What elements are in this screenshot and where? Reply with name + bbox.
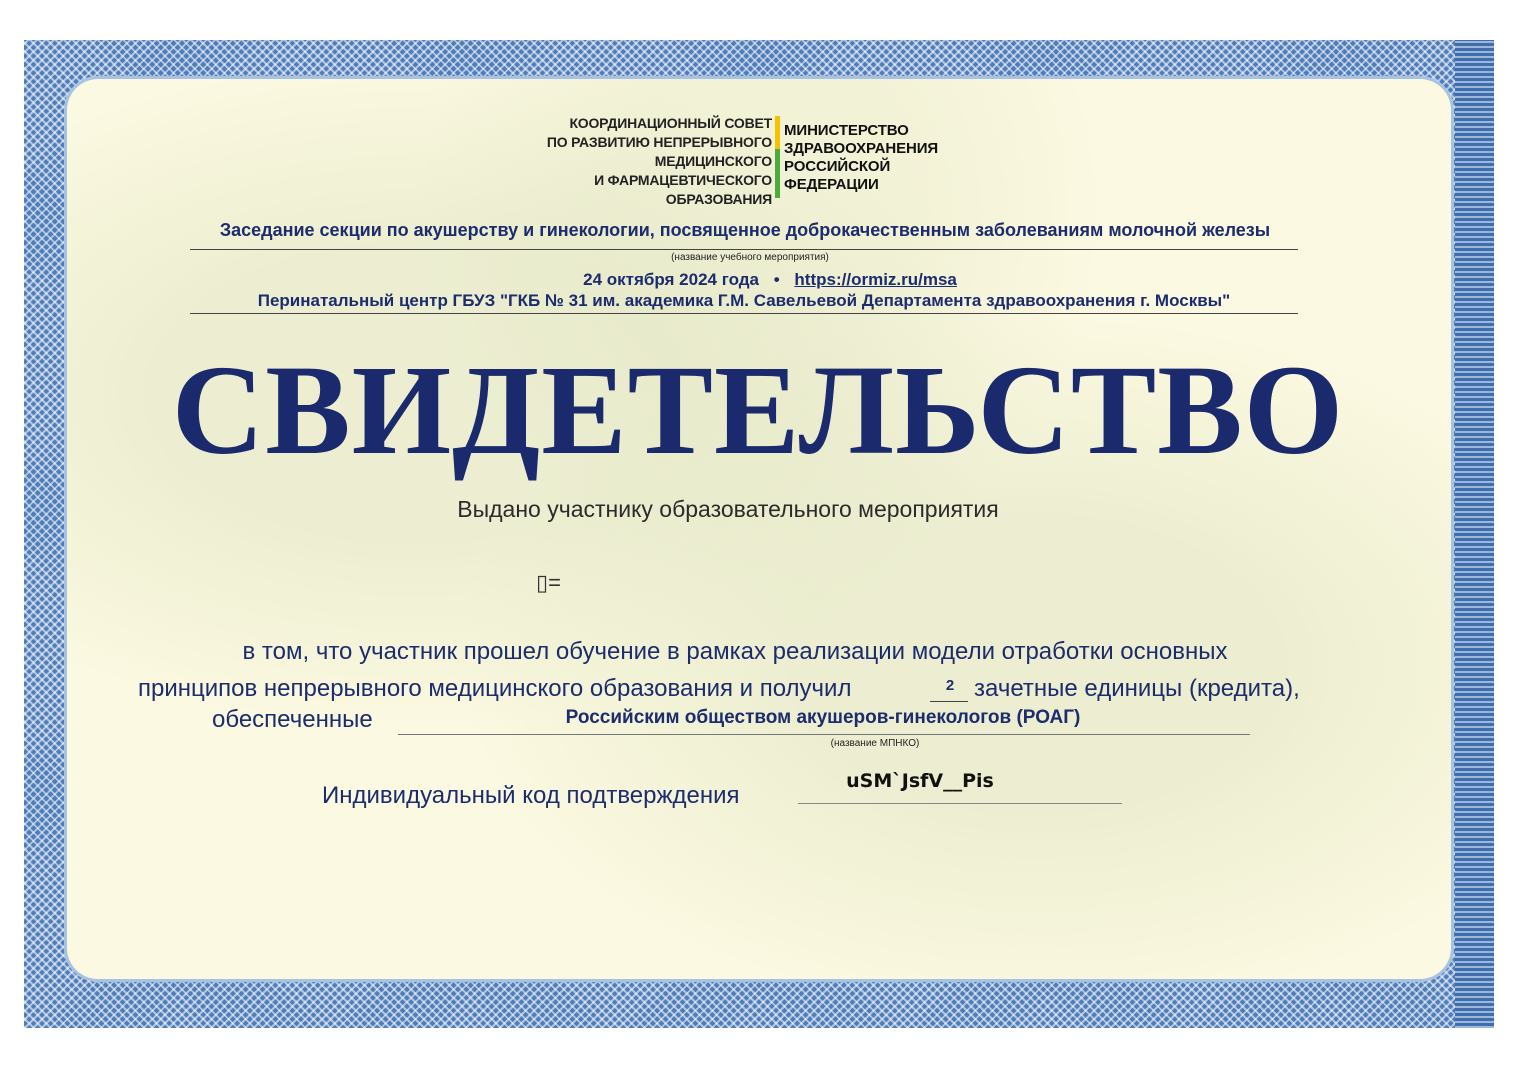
provider-caption: (название МПНКО) <box>830 738 920 749</box>
logo-left-line: КООРДИНАЦИОННЫЙ СОВЕТ <box>569 115 772 131</box>
confirmation-code-label: Индивидуальный код подтверждения <box>322 782 740 809</box>
confirmation-code-underline <box>798 803 1122 804</box>
confirmation-code: uSM`JsfV__Pis <box>846 770 994 792</box>
participant-name: ▯= <box>536 570 561 595</box>
logo-left-line: ОБРАЗОВАНИЯ <box>665 191 772 207</box>
body-line-1: в том, что участник прошел обучение в рамках реализации модели отработки основных <box>242 638 1228 665</box>
body-line-2-suffix: зачетные единицы (кредита), <box>974 675 1300 702</box>
issued-to-text: Выдано участнику образовательного мероприятия <box>457 496 999 522</box>
event-organization: Перинатальный центр ГБУЗ "ГКБ № 31 им. академика Г.М. Савельевой Департамента здравоохранения г. Москвы" <box>257 291 1231 310</box>
credits-value: 2 <box>945 677 955 694</box>
logo-right-line: РОССИЙСКОЙ <box>784 158 891 175</box>
event-title: Заседание секции по акушерству и гинекологии, посвященное доброкачественным заболеваниям молочной железы <box>219 220 1271 240</box>
event-date: 24 октября 2024 года <box>583 270 759 289</box>
event-url-link[interactable]: https://ormiz.ru/msa <box>794 270 957 289</box>
logo-right-line: МИНИСТЕРСТВО <box>784 122 909 139</box>
event-title-underline <box>190 249 1298 250</box>
body-line-2-prefix: принципов непрерывного медицинского образования и получил <box>138 675 852 702</box>
certificate-paper <box>64 76 1454 982</box>
logo-left-line: МЕДИЦИНСКОГО <box>654 153 772 169</box>
logo-divider-bar <box>775 116 780 198</box>
logo-right-line: ЗДРАВООХРАНЕНИЯ <box>784 140 939 157</box>
certificate-border-strip <box>1455 40 1494 1028</box>
logo-left-line: ПО РАЗВИТИЮ НЕПРЕРЫВНОГО <box>546 134 772 150</box>
event-title-caption: (название учебного мероприятия) <box>671 252 829 263</box>
provider-underline <box>398 734 1250 735</box>
credits-underline <box>930 701 968 702</box>
logo-left-line: И ФАРМАЦЕВТИЧЕСКОГО <box>594 172 772 188</box>
provider-name: Российским обществом акушеров-гинекологов (РОАГ) <box>565 707 1081 728</box>
event-date-row <box>420 270 1120 290</box>
logo-right-line: ФЕДЕРАЦИИ <box>784 176 879 193</box>
date-separator: • <box>773 270 780 289</box>
organization-underline <box>190 313 1298 314</box>
ministry-logo-text <box>784 122 984 194</box>
certificate-title: СВИДЕТЕЛЬСТВО <box>171 339 1345 481</box>
council-logo-text <box>480 114 772 209</box>
provided-by-label: обеспеченные <box>212 706 373 733</box>
